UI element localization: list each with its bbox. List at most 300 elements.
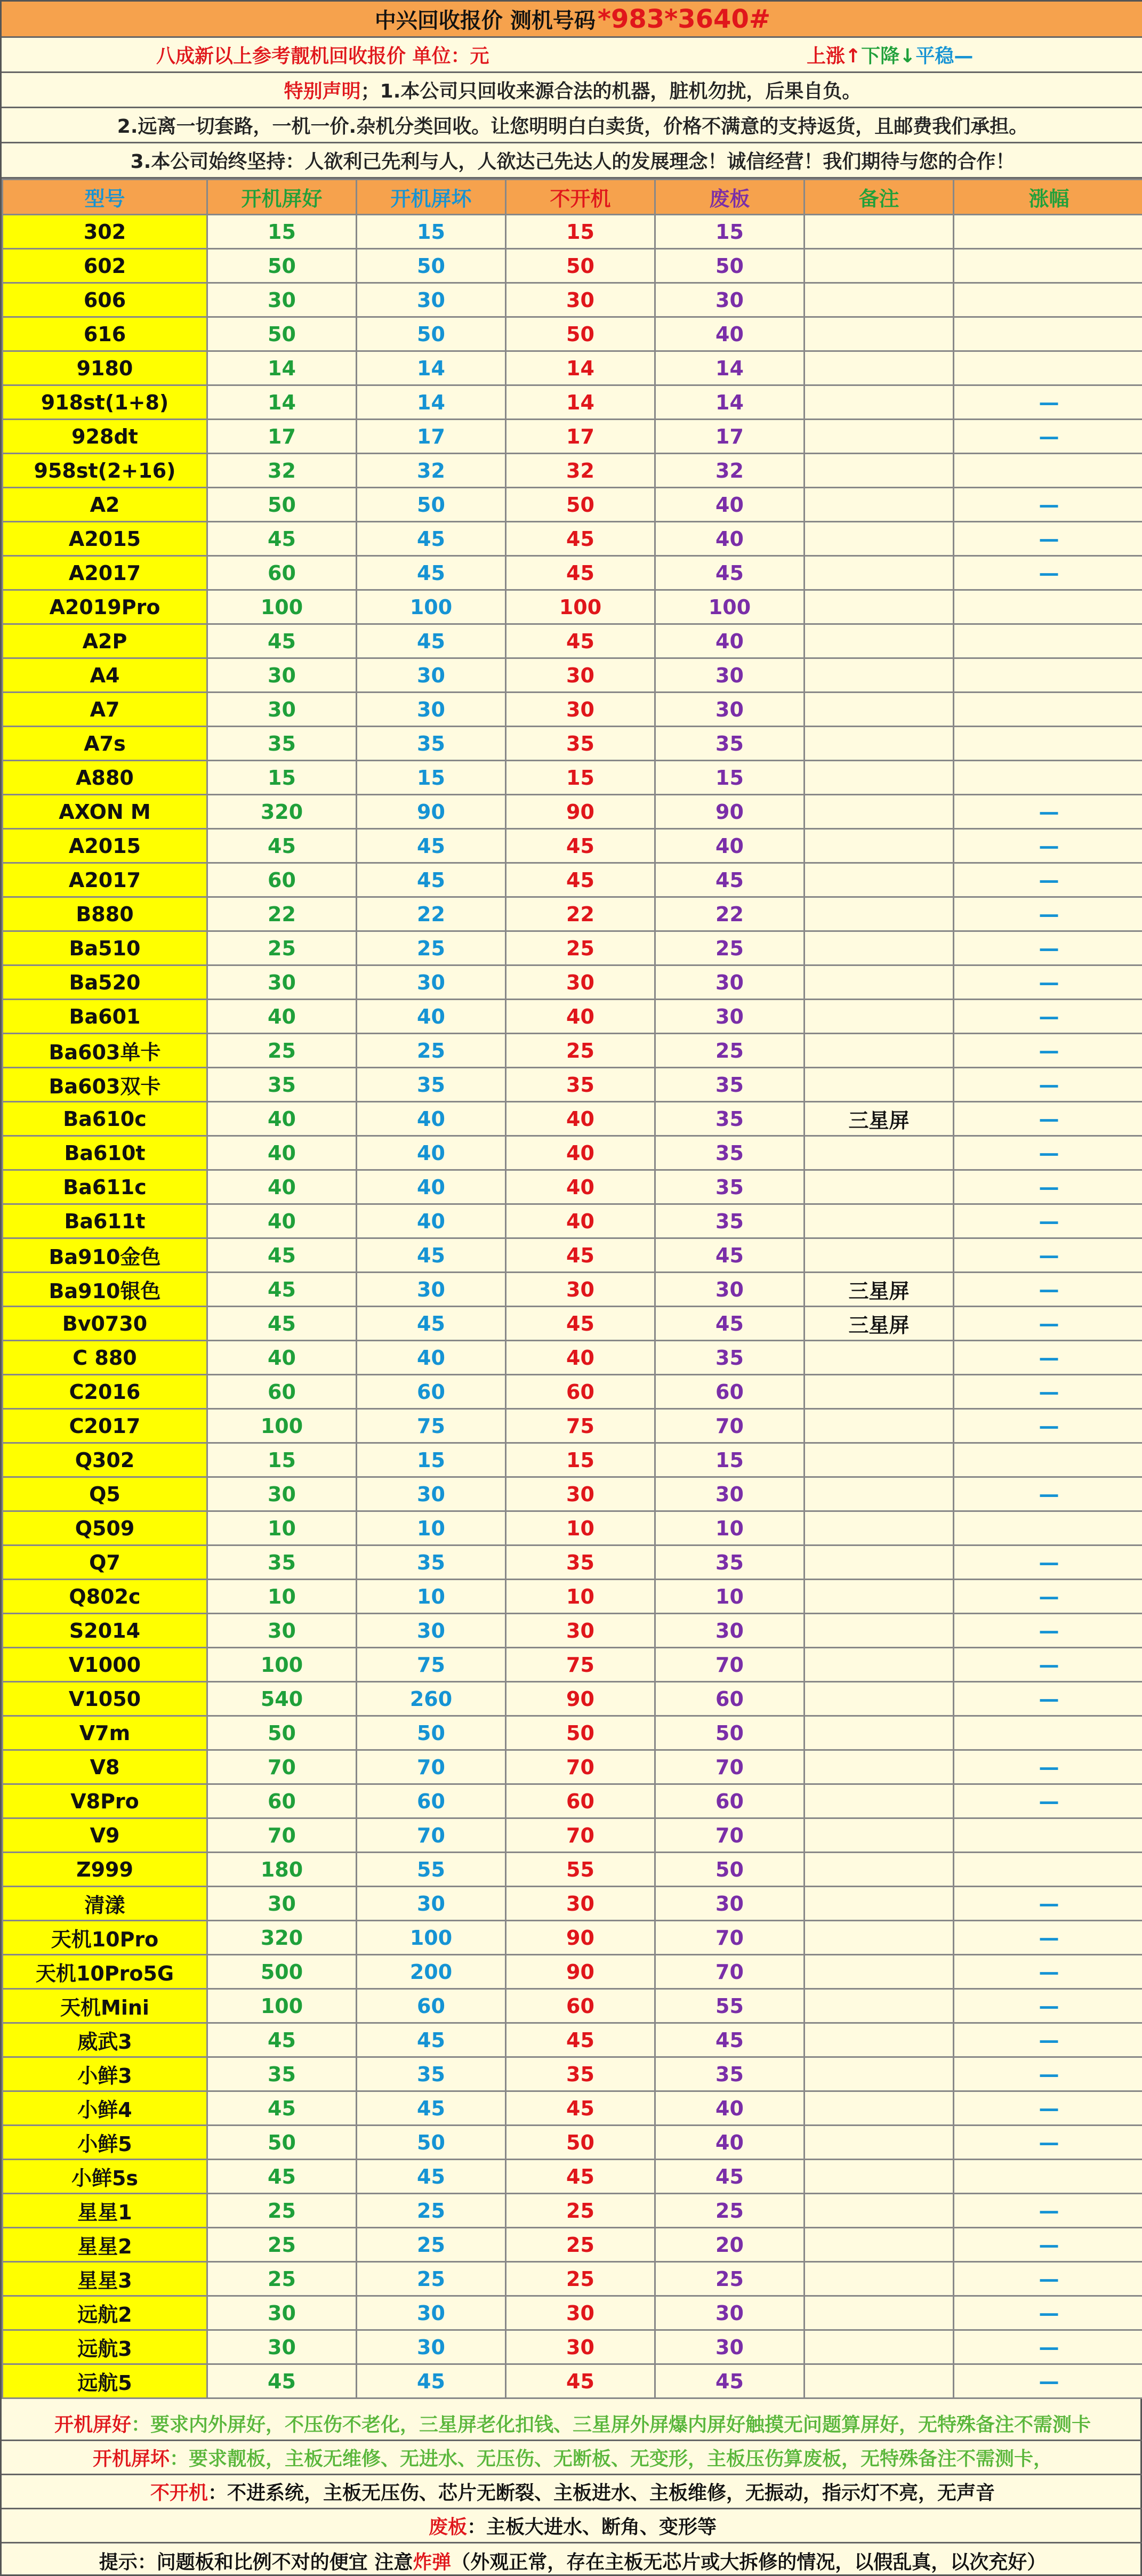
cell-trend (954, 693, 1142, 727)
trend-legend (807, 41, 973, 68)
cell-trend: — (954, 1136, 1142, 1170)
table-header-row (3, 180, 1142, 215)
title-text: 中兴回收报价 测机号码 (374, 9, 596, 33)
table-row (3, 1682, 1142, 1716)
cell-scrap-board: 45 (655, 2160, 805, 2194)
cell-note (805, 863, 954, 897)
table-row (3, 1443, 1142, 1477)
cell-model: Q802c (3, 1580, 207, 1614)
cell-trend: — (954, 829, 1142, 863)
cell-scrap-board: 15 (655, 215, 805, 249)
cell-screen-broken: 17 (357, 420, 506, 454)
cell-screen-broken: 30 (357, 2296, 506, 2330)
cell-no-boot: 50 (506, 249, 655, 283)
cell-model: 星星1 (3, 2194, 207, 2228)
table-row (3, 1716, 1142, 1750)
cell-scrap-board: 14 (655, 351, 805, 385)
cell-scrap-board: 35 (655, 727, 805, 761)
cell-no-boot: 45 (506, 1238, 655, 1273)
cell-screen-good: 100 (207, 1648, 357, 1682)
table-row (3, 2364, 1142, 2398)
cell-no-boot: 45 (506, 2091, 655, 2126)
cell-screen-broken: 45 (357, 624, 506, 658)
cell-trend: — (954, 1545, 1142, 1580)
cell-note (805, 1204, 954, 1238)
cell-screen-broken: 45 (357, 2023, 506, 2057)
cell-screen-good: 35 (207, 1545, 357, 1580)
cell-no-boot: 30 (506, 965, 655, 1000)
table-row (3, 1307, 1142, 1341)
cell-screen-good: 25 (207, 2194, 357, 2228)
cell-screen-broken: 40 (357, 1170, 506, 1204)
cell-model: AXON M (3, 795, 207, 829)
cell-trend (954, 1716, 1142, 1750)
cell-model: A7s (3, 727, 207, 761)
table-row (3, 761, 1142, 795)
cell-screen-good: 45 (207, 1273, 357, 1307)
cell-model: Ba610c (3, 1102, 207, 1136)
cell-trend: — (954, 1648, 1142, 1682)
cell-screen-broken: 70 (357, 1750, 506, 1784)
cell-screen-broken: 45 (357, 829, 506, 863)
cell-screen-good: 15 (207, 761, 357, 795)
cell-note (805, 1170, 954, 1204)
cell-screen-broken: 55 (357, 1853, 506, 1887)
cell-screen-good: 14 (207, 385, 357, 420)
footer-bad-label: 开机屏坏 (92, 2448, 170, 2470)
cell-no-boot: 75 (506, 1409, 655, 1443)
cell-screen-broken: 15 (357, 1443, 506, 1477)
cell-model: 天机Mini (3, 1989, 207, 2023)
cell-note (805, 2160, 954, 2194)
cell-screen-good: 320 (207, 1921, 357, 1955)
cell-scrap-board: 70 (655, 1921, 805, 1955)
cell-model: A2017 (3, 556, 207, 590)
declaration-label: 特别声明 (284, 80, 361, 102)
cell-trend: — (954, 1614, 1142, 1648)
cell-trend: — (954, 1034, 1142, 1068)
cell-screen-broken: 50 (357, 317, 506, 351)
cell-model: Ba603单卡 (3, 1034, 207, 1068)
cell-screen-broken: 40 (357, 1102, 506, 1136)
cell-no-boot: 10 (506, 1511, 655, 1545)
table-row (3, 1204, 1142, 1238)
cell-note (805, 1136, 954, 1170)
cell-screen-broken: 100 (357, 590, 506, 624)
cell-trend: — (954, 1000, 1142, 1034)
cell-note (805, 1750, 954, 1784)
unit-note: 八成新以上参考靓机回收报价 单位：元 (156, 45, 489, 67)
table-row (3, 693, 1142, 727)
cell-screen-broken: 25 (357, 2194, 506, 2228)
cell-note (805, 795, 954, 829)
cell-note (805, 2364, 954, 2398)
cell-screen-good: 45 (207, 1307, 357, 1341)
cell-note (805, 1853, 954, 1887)
cell-trend: — (954, 1409, 1142, 1443)
cell-trend: — (954, 1921, 1142, 1955)
cell-trend: — (954, 1989, 1142, 2023)
cell-screen-broken: 45 (357, 2364, 506, 2398)
cell-screen-broken: 25 (357, 2262, 506, 2296)
cell-scrap-board: 50 (655, 249, 805, 283)
table-row (3, 1068, 1142, 1102)
cell-screen-good: 30 (207, 1477, 357, 1511)
cell-trend: — (954, 1887, 1142, 1921)
cell-scrap-board: 20 (655, 2228, 805, 2262)
cell-no-boot: 70 (506, 1750, 655, 1784)
cell-no-boot: 60 (506, 1375, 655, 1409)
cell-scrap-board: 40 (655, 522, 805, 556)
cell-scrap-board: 25 (655, 2262, 805, 2296)
cell-trend: — (954, 1955, 1142, 1989)
cell-screen-good: 25 (207, 931, 357, 965)
cell-model: Z999 (3, 1853, 207, 1887)
cell-note (805, 1648, 954, 1682)
cell-model: C 880 (3, 1341, 207, 1375)
cell-scrap-board: 32 (655, 454, 805, 488)
cell-screen-good: 40 (207, 1136, 357, 1170)
cell-screen-good: 45 (207, 522, 357, 556)
cell-no-boot: 35 (506, 727, 655, 761)
cell-trend: — (954, 556, 1142, 590)
cell-no-boot: 14 (506, 351, 655, 385)
cell-screen-good: 320 (207, 795, 357, 829)
cell-screen-broken: 60 (357, 1784, 506, 1818)
cell-no-boot: 60 (506, 1784, 655, 1818)
cell-screen-good: 40 (207, 1341, 357, 1375)
cell-no-boot: 40 (506, 1204, 655, 1238)
table-row (3, 2160, 1142, 2194)
cell-model: 小鲜4 (3, 2091, 207, 2126)
footer-dead-label: 不开机 (150, 2482, 208, 2504)
cell-model: V8Pro (3, 1784, 207, 1818)
cell-screen-good: 25 (207, 1034, 357, 1068)
cell-note (805, 283, 954, 317)
table-row (3, 2091, 1142, 2126)
cell-trend: — (954, 931, 1142, 965)
header-screen-good: 开机屏好 (207, 180, 357, 215)
cell-model: V8 (3, 1750, 207, 1784)
cell-screen-broken: 10 (357, 1580, 506, 1614)
table-row (3, 863, 1142, 897)
cell-screen-broken: 30 (357, 693, 506, 727)
legend-flat: 平稳— (915, 45, 974, 67)
cell-model: C2017 (3, 1409, 207, 1443)
cell-screen-good: 40 (207, 1204, 357, 1238)
cell-trend: — (954, 2057, 1142, 2091)
cell-note (805, 2330, 954, 2364)
cell-scrap-board: 30 (655, 965, 805, 1000)
cell-screen-broken: 50 (357, 488, 506, 522)
declaration-3 (2, 143, 1142, 179)
cell-model: Ba601 (3, 1000, 207, 1034)
cell-trend (954, 215, 1142, 249)
cell-trend: — (954, 522, 1142, 556)
header-scrap-board: 废板 (655, 180, 805, 215)
cell-scrap-board: 35 (655, 1136, 805, 1170)
cell-trend: — (954, 2023, 1142, 2057)
cell-screen-broken: 45 (357, 556, 506, 590)
cell-trend: — (954, 2091, 1142, 2126)
cell-trend: — (954, 2262, 1142, 2296)
cell-trend: — (954, 385, 1142, 420)
cell-screen-good: 100 (207, 1409, 357, 1443)
cell-trend: — (954, 1204, 1142, 1238)
cell-note (805, 488, 954, 522)
cell-screen-good: 45 (207, 2091, 357, 2126)
cell-screen-good: 25 (207, 2262, 357, 2296)
cell-no-boot: 70 (506, 1818, 655, 1853)
table-row (3, 1477, 1142, 1511)
cell-trend: — (954, 1170, 1142, 1204)
table-row (3, 1614, 1142, 1648)
header-trend: 涨幅 (954, 180, 1142, 215)
table-row (3, 317, 1142, 351)
cell-scrap-board: 22 (655, 897, 805, 931)
cell-note (805, 2262, 954, 2296)
cell-screen-broken: 50 (357, 1716, 506, 1750)
cell-screen-broken: 35 (357, 1068, 506, 1102)
cell-trend (954, 454, 1142, 488)
cell-model: B880 (3, 897, 207, 931)
cell-scrap-board: 55 (655, 1989, 805, 2023)
cell-screen-good: 17 (207, 420, 357, 454)
cell-screen-good: 10 (207, 1511, 357, 1545)
cell-note (805, 624, 954, 658)
cell-screen-broken: 30 (357, 1477, 506, 1511)
cell-note (805, 1511, 954, 1545)
cell-no-boot: 50 (506, 1716, 655, 1750)
cell-note (805, 1955, 954, 1989)
footer-dead-text: ：不进系统，主板无压伤、芯片无断裂、主板进水、主板维修，无振动，指示灯不亮，无声音 (208, 2482, 995, 2504)
cell-model: S2014 (3, 1614, 207, 1648)
cell-screen-broken: 45 (357, 1307, 506, 1341)
cell-model: Ba610t (3, 1136, 207, 1170)
cell-model: A2017 (3, 863, 207, 897)
cell-screen-broken: 260 (357, 1682, 506, 1716)
cell-no-boot: 45 (506, 2364, 655, 2398)
cell-screen-good: 30 (207, 1887, 357, 1921)
cell-screen-broken: 45 (357, 863, 506, 897)
cell-trend (954, 283, 1142, 317)
table-row (3, 1511, 1142, 1545)
cell-note (805, 1000, 954, 1034)
cell-screen-broken: 35 (357, 2057, 506, 2091)
cell-model: A2019Pro (3, 590, 207, 624)
cell-scrap-board: 40 (655, 488, 805, 522)
cell-trend: — (954, 1784, 1142, 1818)
cell-trend: — (954, 1273, 1142, 1307)
legend-up: 上涨↑ (807, 45, 862, 67)
table-row (3, 1887, 1142, 1921)
cell-trend (954, 1443, 1142, 1477)
table-row (3, 1989, 1142, 2023)
table-row (3, 795, 1142, 829)
cell-note (805, 351, 954, 385)
cell-trend (954, 727, 1142, 761)
cell-model: A880 (3, 761, 207, 795)
cell-trend (954, 1818, 1142, 1853)
cell-screen-good: 25 (207, 2228, 357, 2262)
cell-scrap-board: 30 (655, 1000, 805, 1034)
cell-trend (954, 1853, 1142, 1887)
cell-scrap-board: 30 (655, 2296, 805, 2330)
table-row (3, 1273, 1142, 1307)
cell-scrap-board: 100 (655, 590, 805, 624)
cell-note (805, 1068, 954, 1102)
cell-screen-good: 40 (207, 1170, 357, 1204)
table-row (3, 1102, 1142, 1136)
cell-no-boot: 45 (506, 1307, 655, 1341)
cell-screen-good: 50 (207, 488, 357, 522)
cell-scrap-board: 45 (655, 1238, 805, 1273)
table-row (3, 522, 1142, 556)
table-row (3, 1409, 1142, 1443)
cell-trend: — (954, 1238, 1142, 1273)
cell-scrap-board: 35 (655, 1170, 805, 1204)
cell-note (805, 897, 954, 931)
cell-scrap-board: 50 (655, 1853, 805, 1887)
table-row (3, 2330, 1142, 2364)
table-row (3, 829, 1142, 863)
cell-screen-good: 100 (207, 1989, 357, 2023)
table-row (3, 283, 1142, 317)
cell-note (805, 522, 954, 556)
cell-model: 星星2 (3, 2228, 207, 2262)
cell-screen-good: 45 (207, 624, 357, 658)
cell-no-boot: 45 (506, 863, 655, 897)
cell-screen-broken: 70 (357, 1818, 506, 1853)
cell-screen-broken: 35 (357, 1545, 506, 1580)
cell-trend: — (954, 2126, 1142, 2160)
cell-screen-good: 30 (207, 658, 357, 693)
table-row (3, 351, 1142, 385)
cell-screen-good: 500 (207, 1955, 357, 1989)
cell-screen-broken: 50 (357, 249, 506, 283)
cell-screen-broken: 200 (357, 1955, 506, 1989)
cell-no-boot: 45 (506, 829, 655, 863)
footer-tip-label: 提示：问题板和比例不对的便宜 注意 (99, 2551, 413, 2573)
cell-model: 302 (3, 215, 207, 249)
table-row (3, 965, 1142, 1000)
cell-screen-broken: 35 (357, 727, 506, 761)
cell-no-boot: 90 (506, 1682, 655, 1716)
cell-screen-good: 40 (207, 1000, 357, 1034)
cell-scrap-board: 45 (655, 1307, 805, 1341)
cell-model: Ba611c (3, 1170, 207, 1204)
cell-note (805, 693, 954, 727)
cell-screen-broken: 60 (357, 1375, 506, 1409)
cell-note (805, 317, 954, 351)
cell-model: 928dt (3, 420, 207, 454)
cell-scrap-board: 35 (655, 1341, 805, 1375)
cell-no-boot: 55 (506, 1853, 655, 1887)
table-row (3, 1238, 1142, 1273)
cell-scrap-board: 35 (655, 2057, 805, 2091)
table-row (3, 1545, 1142, 1580)
cell-scrap-board: 70 (655, 1818, 805, 1853)
cell-scrap-board: 70 (655, 1955, 805, 1989)
cell-note (805, 1614, 954, 1648)
table-row (3, 385, 1142, 420)
sheet-title (2, 2, 1142, 38)
cell-screen-broken: 30 (357, 1273, 506, 1307)
cell-no-boot: 45 (506, 2023, 655, 2057)
cell-scrap-board: 35 (655, 1545, 805, 1580)
cell-model: 远航3 (3, 2330, 207, 2364)
cell-screen-good: 100 (207, 590, 357, 624)
cell-screen-good: 540 (207, 1682, 357, 1716)
cell-note (805, 2194, 954, 2228)
table-row (3, 488, 1142, 522)
cell-scrap-board: 30 (655, 283, 805, 317)
cell-trend (954, 1511, 1142, 1545)
cell-no-boot: 30 (506, 2296, 655, 2330)
cell-scrap-board: 40 (655, 2126, 805, 2160)
cell-trend: — (954, 1477, 1142, 1511)
cell-no-boot: 30 (506, 693, 655, 727)
footer-good-label: 开机屏好 (54, 2414, 131, 2436)
cell-scrap-board: 30 (655, 1887, 805, 1921)
footer-bad-text: ：要求靓板，主板无维修、无进水、无压伤、无断板、无变形，主板压伤算废板，无特殊备注不需测卡， (170, 2448, 1053, 2470)
cell-no-boot: 30 (506, 1887, 655, 1921)
header-model: 型号 (3, 180, 207, 215)
cell-screen-broken: 14 (357, 385, 506, 420)
cell-trend: — (954, 2364, 1142, 2398)
table-row (3, 2228, 1142, 2262)
cell-screen-good: 30 (207, 1614, 357, 1648)
cell-scrap-board: 25 (655, 931, 805, 965)
cell-note (805, 1580, 954, 1614)
cell-screen-broken: 45 (357, 1238, 506, 1273)
cell-trend: — (954, 897, 1142, 931)
cell-scrap-board: 35 (655, 1204, 805, 1238)
table-row (3, 1000, 1142, 1034)
cell-model: Ba611t (3, 1204, 207, 1238)
cell-note (805, 2023, 954, 2057)
cell-trend (954, 351, 1142, 385)
price-table (2, 179, 1142, 2399)
cell-screen-broken: 40 (357, 1204, 506, 1238)
table-row (3, 1341, 1142, 1375)
cell-model: Q5 (3, 1477, 207, 1511)
cell-model: 天机10Pro (3, 1921, 207, 1955)
cell-note (805, 658, 954, 693)
cell-note (805, 1545, 954, 1580)
cell-screen-good: 30 (207, 965, 357, 1000)
cell-note (805, 1034, 954, 1068)
cell-note (805, 931, 954, 965)
cell-scrap-board: 30 (655, 658, 805, 693)
cell-screen-good: 70 (207, 1750, 357, 1784)
cell-screen-good: 45 (207, 829, 357, 863)
cell-model: 9180 (3, 351, 207, 385)
cell-no-boot: 25 (506, 931, 655, 965)
cell-scrap-board: 30 (655, 2330, 805, 2364)
cell-model: 918st(1+8) (3, 385, 207, 420)
table-row (3, 2023, 1142, 2057)
cell-no-boot: 30 (506, 1614, 655, 1648)
cell-model: V7m (3, 1716, 207, 1750)
cell-screen-good: 30 (207, 2296, 357, 2330)
cell-no-boot: 25 (506, 1034, 655, 1068)
cell-note (805, 2228, 954, 2262)
cell-trend: — (954, 2228, 1142, 2262)
table-row (3, 454, 1142, 488)
cell-no-boot: 75 (506, 1648, 655, 1682)
cell-no-boot: 90 (506, 795, 655, 829)
